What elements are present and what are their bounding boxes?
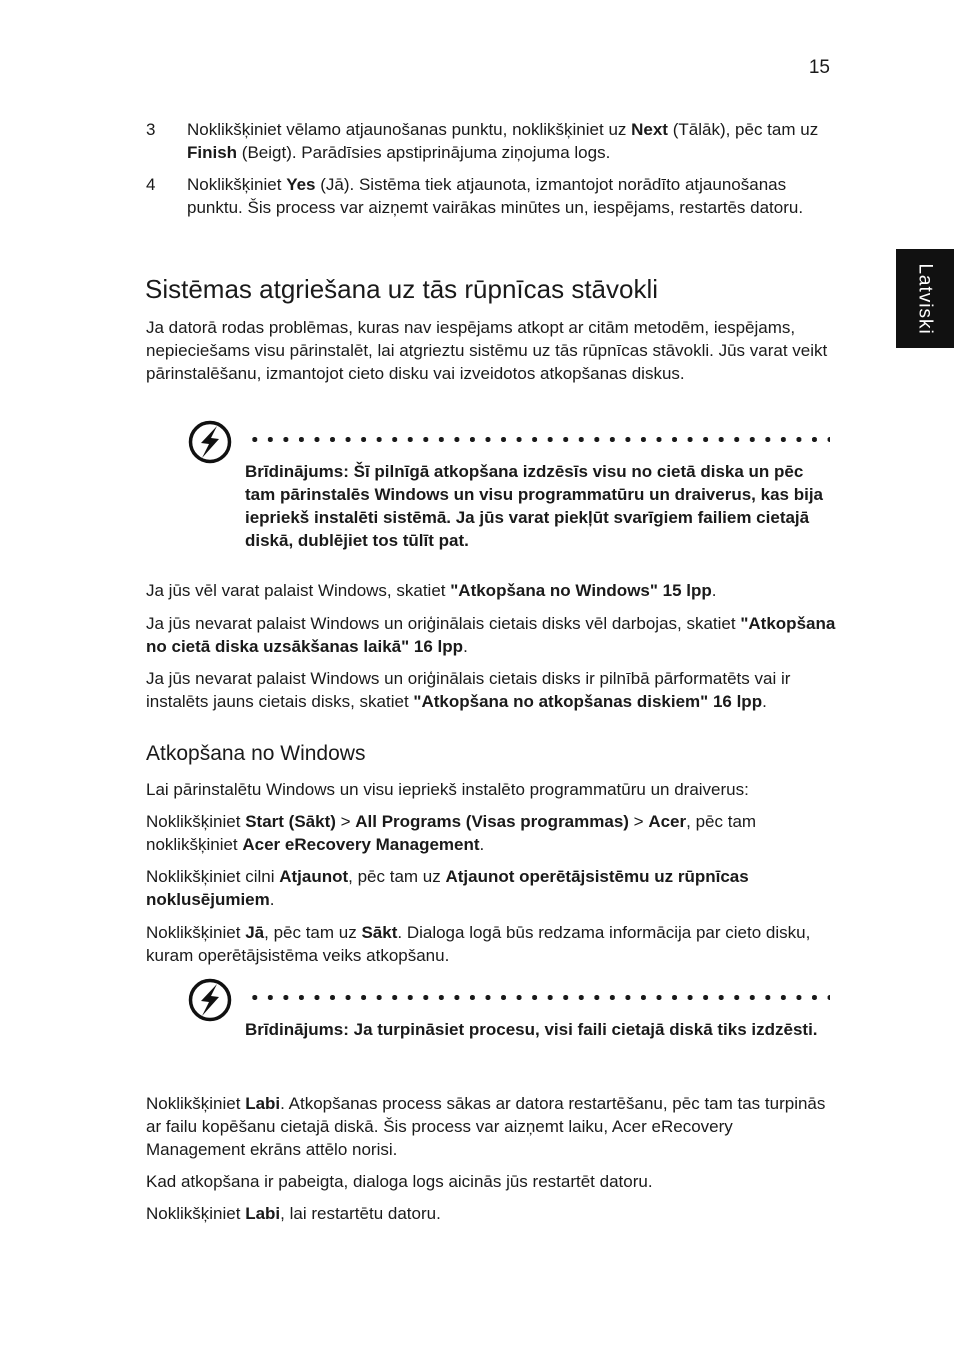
bold-text: Labi: [245, 1094, 281, 1113]
text-run: Ja jūs nevarat palaist Windows un oriģinālais cietais disks ir pilnībā pārformatēts vai ir instalēts jauns cietais disks, skatiet: [146, 669, 791, 711]
language-tab: [896, 249, 954, 348]
paragraph: [146, 1170, 836, 1193]
paragraph: [146, 921, 836, 967]
intro-paragraph: [146, 316, 836, 385]
text-run: Noklikšķiniet: [146, 1094, 246, 1113]
text-run: Ja datorā rodas problēmas, kuras nav iespējams atkopt ar citām metodēm, iespējams, nepieciešams visu pārinstalēt, lai atgrieztu sistēmu uz tās rūpnīcas stāvokli. Jūs varat veikt pārinstalēšanu, izmantojot cieto disku vai izveidotos atkopšanas diskus.: [146, 318, 828, 383]
bold-text: "Atkopšana no cietā diska uzsākšanas laikā" 16 lpp: [146, 614, 836, 656]
step-number: 4: [146, 175, 156, 194]
bold-text: Next: [631, 120, 668, 139]
section-heading: Sistēmas atgriešana uz tās rūpnīcas stāvokli: [145, 274, 659, 304]
bold-text: Labi: [245, 1204, 281, 1223]
warning-lightning-icon: [188, 978, 232, 1022]
paragraph: [146, 865, 836, 911]
bold-text: All Programs (Visas programmas): [355, 812, 629, 831]
paragraph: [146, 778, 836, 801]
text-run: Ja jūs nevarat palaist Windows un oriģinālais cietais disks vēl darbojas, skatiet: [146, 614, 741, 633]
sub-heading: Atkopšana no Windows: [146, 742, 366, 765]
text-run: >: [335, 812, 356, 831]
text-run: , pēc tam uz: [348, 867, 446, 886]
warning-lightning-icon: [188, 420, 232, 464]
language-tab-label: Latviski: [914, 262, 936, 335]
text-run: (Jā). Sistēma tiek atjaunota, izmantojot norādīto atjaunošanas punktu. Šis process var aizņemt vairākas minūtes un, iespējams, restartēs datoru.: [187, 175, 804, 217]
bold-text: Start (Sākt): [245, 812, 336, 831]
text-run: , lai restartētu datoru.: [280, 1204, 441, 1223]
text-run: Lai pārinstalētu Windows un visu iepriekš instalēto programmatūru un draiverus:: [146, 780, 749, 799]
text-run: Ja jūs vēl varat palaist Windows, skatiet: [146, 581, 451, 600]
paragraph: [146, 1092, 836, 1161]
text-run: .: [269, 890, 275, 909]
text-run: .: [711, 581, 717, 600]
bold-text: "Atkopšana no Windows" 15 lpp: [450, 581, 712, 600]
text-run: . Dialoga logā būs redzama informācija par cieto disku, kuram operētājsistēma veiks atkopšanu.: [146, 923, 811, 965]
text-run: >: [628, 812, 649, 831]
text-run: (Tālāk), pēc tam uz: [667, 120, 819, 139]
text-run: , pēc tam uz: [264, 923, 362, 942]
bold-text: Yes: [286, 175, 316, 194]
text-run: , pēc tam noklikšķiniet: [146, 812, 757, 854]
warning-dotted-rule: [247, 995, 830, 1000]
text-run: Noklikšķiniet vēlamo atjaunošanas punktu, noklikšķiniet uz: [187, 120, 632, 139]
text-run: Noklikšķiniet: [146, 1204, 246, 1223]
bold-text: Jā: [245, 923, 265, 942]
paragraph: [146, 1202, 836, 1225]
bold-text: Atjaunot: [279, 867, 349, 886]
warning-text: Brīdinājums: Šī pilnīgā atkopšana izdzēsīs visu no cietā diska un pēc tam pārinstalēs Windows un visu programmatūru un draiverus, kas bija iepriekš instalēti sistēmā. Ja jūs varat piekļūt svarīgiem failiem cietajā diskā, dublējiet tos tūlīt pat.: [245, 462, 823, 550]
step-text: [187, 118, 832, 164]
paragraph: [146, 667, 836, 713]
bold-text: Sākt: [361, 923, 398, 942]
step-number: 3: [146, 120, 156, 139]
step-text: [187, 173, 832, 219]
text-run: .: [479, 835, 485, 854]
bold-text: Acer eRecovery Management: [242, 835, 480, 854]
bold-text: "Atkopšana no atkopšanas diskiem" 16 lpp: [413, 692, 763, 711]
page-number: 15: [808, 57, 830, 78]
bold-text: Acer: [648, 812, 687, 831]
text-run: . Atkopšanas process sākas ar datora restartēšanu, pēc tam tas turpinās ar failu kopēšanu cietajā diskā. Šis process var aizņemt laiku, Acer eRecovery Management ekrāns attēlo norisi.: [146, 1094, 826, 1159]
warning-dotted-rule: [247, 437, 830, 442]
text-run: .: [463, 637, 468, 656]
text-run: (Beigt). Parādīsies apstiprinājuma ziņojuma logs.: [237, 143, 611, 162]
text-run: Noklikšķiniet: [146, 923, 246, 942]
bold-text: Atjaunot operētājsistēmu uz rūpnīcas noklusējumiem: [146, 867, 749, 909]
paragraph: [146, 810, 836, 856]
paragraph: [146, 612, 836, 658]
warning-text: Brīdinājums: Ja turpināsiet procesu, visi faili cietajā diskā tiks izdzēsti.: [245, 1020, 818, 1039]
text-run: .: [762, 692, 767, 711]
paragraph: [146, 579, 836, 602]
text-run: Noklikšķiniet: [187, 175, 287, 194]
text-run: Kad atkopšana ir pabeigta, dialoga logs aicinās jūs restartēt datoru.: [146, 1172, 653, 1191]
text-run: Noklikšķiniet cilni: [146, 867, 280, 886]
text-run: Noklikšķiniet: [146, 812, 246, 831]
bold-text: Finish: [187, 143, 238, 162]
